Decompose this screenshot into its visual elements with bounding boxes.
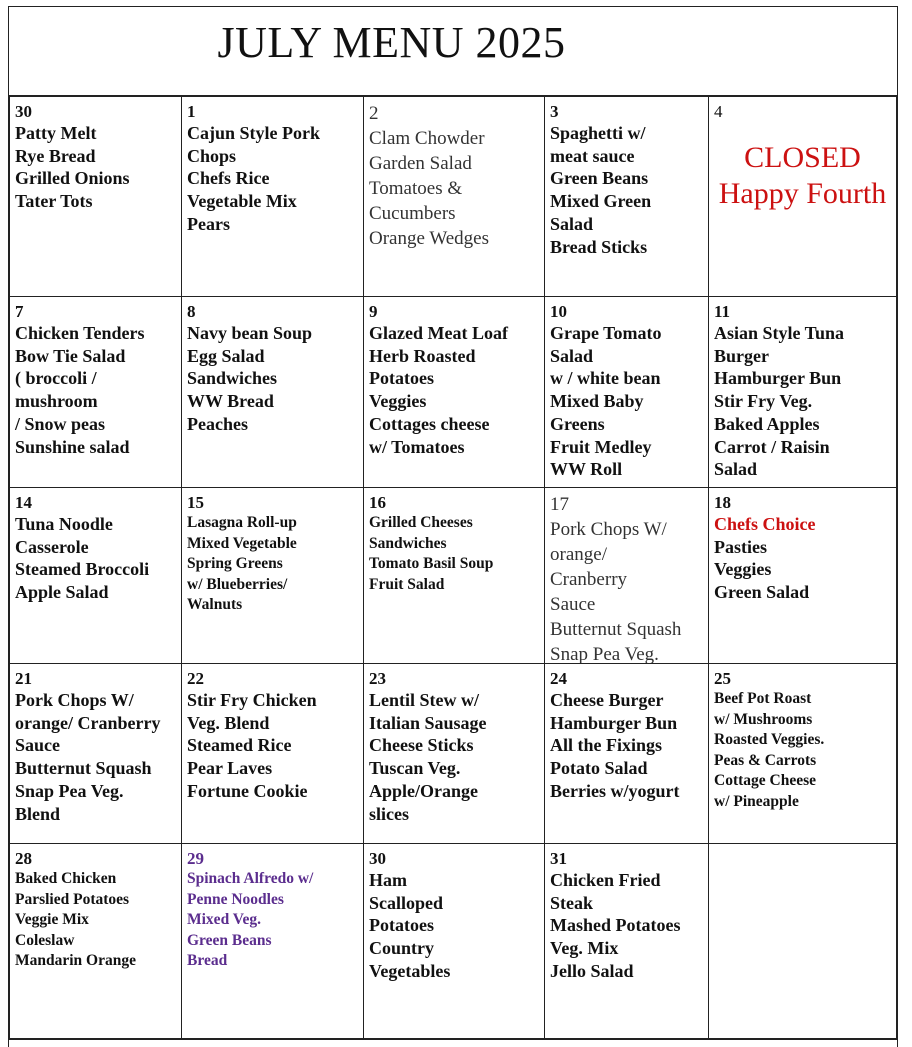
menu-item: Pears <box>187 213 230 234</box>
day-cell <box>10 664 182 844</box>
menu-item: Salad <box>550 213 594 234</box>
menu-item: Grilled Onions <box>15 168 130 189</box>
menu-item: Bread <box>187 952 228 969</box>
day-number: 3 <box>550 102 559 121</box>
day-cell <box>10 488 182 664</box>
menu-item: Hamburger Bun <box>714 368 842 389</box>
menu-item: Veg. Mix <box>550 938 619 959</box>
menu-item: Peas & Carrots <box>714 751 817 769</box>
menu-item: Sandwiches <box>187 368 278 389</box>
menu-item: Chefs Rice <box>187 168 270 189</box>
menu-item: Pasties <box>714 536 767 557</box>
menu-item: Lasagna Roll-up <box>187 514 297 531</box>
menu-item: Lentil Stew w/ <box>369 690 479 710</box>
day-cell <box>10 297 182 488</box>
menu-item: Cheese Burger <box>550 690 664 710</box>
day-number: 17 <box>550 494 569 515</box>
day-cell <box>709 297 896 488</box>
day-number: 2 <box>369 103 379 124</box>
menu-item: Cheese Sticks <box>369 735 474 756</box>
menu-item: Patty Melt <box>15 123 97 143</box>
day-cell <box>364 488 545 664</box>
menu-item: Egg Salad <box>187 345 265 366</box>
day-number: 22 <box>187 669 204 688</box>
menu-item: Mashed Potatoes <box>550 915 681 936</box>
day-number: 7 <box>15 302 24 321</box>
menu-item: w/ Tomatoes <box>369 436 465 457</box>
menu-item: Apple/Orange <box>369 780 479 801</box>
menu-item: Pear Laves <box>187 758 273 779</box>
day-number: 21 <box>15 669 32 688</box>
menu-item: Baked Apples <box>714 413 820 434</box>
menu-item: Jello Salad <box>550 960 634 981</box>
day-cell <box>709 488 896 664</box>
day-cell <box>364 97 545 297</box>
grid-bottom-edge <box>8 1040 898 1047</box>
day-number: 30 <box>15 102 32 121</box>
menu-item: mushroom <box>15 391 98 412</box>
day-number: 10 <box>550 302 567 321</box>
menu-item: Ham <box>369 870 407 890</box>
menu-item: Beef Pot Roast <box>714 690 812 707</box>
menu-item: Tuna Noodle <box>15 514 113 534</box>
menu-item: / Snow peas <box>15 413 106 434</box>
day-number: 4 <box>714 102 723 121</box>
menu-item: Sauce <box>15 735 60 756</box>
menu-item: Cottage Cheese <box>714 772 817 789</box>
day-number: 9 <box>369 302 378 321</box>
menu-item: Pork Chops W/ <box>550 519 667 540</box>
day-cell <box>182 664 364 844</box>
menu-item: Country <box>369 938 435 959</box>
menu-item: Cucumbers <box>369 203 456 224</box>
menu-item: Cottages cheese <box>369 413 490 434</box>
menu-item: Green Salad <box>714 582 810 603</box>
menu-item: Tater Tots <box>15 191 93 212</box>
menu-item: Mixed Baby <box>550 391 644 412</box>
menu-item: Chicken Tenders <box>15 323 145 343</box>
menu-item: Fruit Salad <box>369 575 445 593</box>
menu-item: Tomatoes & <box>369 178 463 199</box>
menu-item: WW Bread <box>187 391 274 412</box>
menu-item: Orange Wedges <box>369 228 489 249</box>
menu-item: Hamburger Bun <box>550 712 678 733</box>
day-cell <box>709 664 896 844</box>
day-cell <box>10 97 182 297</box>
day-number: 31 <box>550 849 567 868</box>
menu-item: ( broccoli / <box>15 368 97 389</box>
menu-item: Fortune Cookie <box>187 780 308 801</box>
menu-item: Sunshine salad <box>15 436 130 457</box>
menu-item: Roasted Veggies. <box>714 731 825 748</box>
menu-item: Mandarin Orange <box>15 952 136 969</box>
day-cell <box>364 844 545 1038</box>
menu-item: Potatoes <box>369 915 434 936</box>
day-number: 28 <box>15 849 32 868</box>
menu-item: Sauce <box>550 594 596 615</box>
menu-item: w/ Pineapple <box>714 792 799 810</box>
menu-item: orange/ Cranberry <box>15 712 161 733</box>
menu-item: slices <box>369 803 409 824</box>
menu-item: orange/ <box>550 544 607 565</box>
menu-item: Mixed Vegetable <box>187 534 297 552</box>
menu-item: Burger <box>714 345 769 366</box>
holiday-label: Happy Fourth <box>718 177 887 210</box>
day-cell <box>545 97 709 297</box>
day-number: 11 <box>714 302 731 321</box>
menu-item: Carrot / Raisin <box>714 436 830 457</box>
menu-calendar-grid <box>8 95 898 1040</box>
menu-item: Asian Style Tuna <box>714 323 845 343</box>
menu-item: Steak <box>550 892 594 913</box>
menu-item: Veggies <box>369 391 427 412</box>
day-cell <box>364 664 545 844</box>
menu-item: Greens <box>550 413 605 434</box>
menu-item: Steamed Rice <box>187 735 292 756</box>
menu-item: Potato Salad <box>550 758 648 779</box>
menu-item: Navy bean Soup <box>187 323 313 343</box>
menu-item: Baked Chicken <box>15 870 117 887</box>
day-number: 15 <box>187 493 204 512</box>
menu-item: Stir Fry Veg. <box>714 391 813 412</box>
menu-item: Walnuts <box>187 596 243 613</box>
menu-item: Veggies <box>714 559 772 580</box>
day-cell <box>709 97 896 297</box>
day-cell <box>182 844 364 1038</box>
day-number: 8 <box>187 302 196 321</box>
day-number: 24 <box>550 669 567 688</box>
menu-item: w/ Mushrooms <box>714 710 813 728</box>
menu-item: Vegetables <box>369 960 451 981</box>
menu-item: w / white bean <box>550 368 661 389</box>
menu-item: Green Beans <box>187 931 272 949</box>
menu-item: Grape Tomato <box>550 323 662 343</box>
menu-item: Snap Pea Veg. <box>15 780 124 801</box>
menu-item: meat sauce <box>550 145 635 166</box>
menu-item: Spring Greens <box>187 555 283 572</box>
menu-item: Penne Noodles <box>187 890 284 908</box>
menu-item: Potatoes <box>369 368 434 389</box>
menu-item: Cranberry <box>550 569 628 590</box>
menu-item: Spaghetti w/ <box>550 123 646 143</box>
menu-item: w/ Blueberries/ <box>187 575 288 593</box>
menu-item: Chicken Fried <box>550 870 661 890</box>
menu-item: Fruit Medley <box>550 436 652 457</box>
day-cell <box>364 297 545 488</box>
special-item: Chefs Choice <box>714 514 816 534</box>
menu-item: Cajun Style Pork <box>187 123 321 143</box>
title-box <box>8 6 898 95</box>
menu-item: Pork Chops W/ <box>15 690 134 710</box>
menu-item: Bow Tie Salad <box>15 345 126 366</box>
menu-item: Garden Salad <box>369 153 472 174</box>
menu-item: Glazed Meat Loaf <box>369 323 508 343</box>
day-number: 23 <box>369 669 386 688</box>
menu-item: Stir Fry Chicken <box>187 690 317 710</box>
menu-item: Bread Sticks <box>550 236 648 257</box>
day-cell <box>182 297 364 488</box>
menu-item: Butternut Squash <box>550 619 682 640</box>
menu-item: Veggie Mix <box>15 911 89 928</box>
day-cell <box>545 844 709 1038</box>
menu-item: Parslied Potatoes <box>15 890 130 908</box>
day-number: 1 <box>187 102 196 121</box>
menu-item: Steamed Broccoli <box>15 559 150 580</box>
day-number: 29 <box>187 849 204 868</box>
menu-item: Sandwiches <box>369 534 447 552</box>
day-cell <box>182 97 364 297</box>
closed-label: CLOSED <box>744 141 861 174</box>
day-number: 25 <box>714 669 731 688</box>
day-number: 16 <box>369 493 386 512</box>
menu-item: Tuscan Veg. <box>369 758 461 779</box>
menu-item: Mixed Veg. <box>187 911 262 928</box>
menu-item: Clam Chowder <box>369 128 485 149</box>
day-number: 14 <box>15 493 32 512</box>
menu-item: Snap Pea Veg. <box>550 644 659 664</box>
menu-item: Coleslaw <box>15 931 75 949</box>
menu-item: Tomato Basil Soup <box>369 555 494 572</box>
day-number: 18 <box>714 493 731 512</box>
menu-item: WW Roll <box>550 459 623 480</box>
menu-item: Spinach Alfredo w/ <box>187 870 314 887</box>
menu-item: All the Fixings <box>550 735 663 756</box>
menu-item: Apple Salad <box>15 582 109 603</box>
menu-item: Salad <box>550 345 594 366</box>
menu-item: Chops <box>187 145 237 166</box>
menu-item: Green Beans <box>550 168 649 189</box>
menu-item: Scalloped <box>369 892 444 913</box>
menu-item: Butternut Squash <box>15 758 152 779</box>
menu-item: Rye Bread <box>15 145 96 166</box>
day-cell <box>182 488 364 664</box>
menu-item: Grilled Cheeses <box>369 514 473 531</box>
day-number: 30 <box>369 849 386 868</box>
menu-item: Vegetable Mix <box>187 191 297 212</box>
menu-item: Herb Roasted <box>369 345 476 366</box>
menu-item: Casserole <box>15 536 89 557</box>
day-cell <box>545 664 709 844</box>
day-cell <box>10 844 182 1038</box>
day-cell <box>709 844 896 1038</box>
menu-item: Salad <box>714 459 758 480</box>
menu-item: Mixed Green <box>550 191 652 212</box>
menu-item: Blend <box>15 803 61 824</box>
menu-item: Italian Sausage <box>369 712 487 733</box>
day-cell <box>545 297 709 488</box>
menu-item: Berries w/yogurt <box>550 780 680 801</box>
menu-item: Veg. Blend <box>187 712 270 733</box>
menu-item: Peaches <box>187 413 248 434</box>
page-title: JULY MENU 2025 <box>217 18 566 67</box>
day-cell <box>545 488 709 664</box>
